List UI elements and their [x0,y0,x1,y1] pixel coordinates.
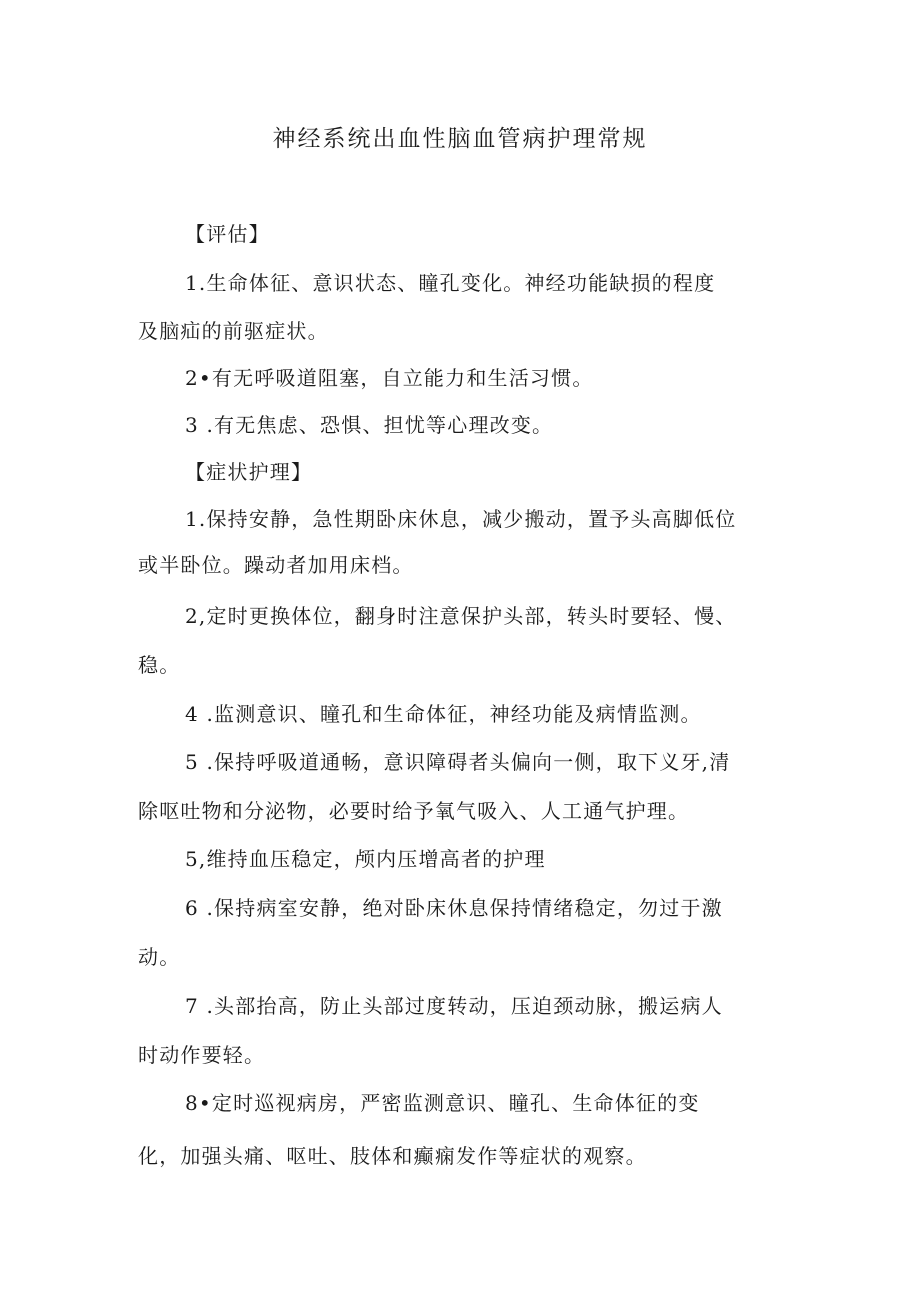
document-title: 神经系统出血性脑血管病护理常规 [272,126,648,152]
care-item-5-line-1: 5 .保持呼吸道通畅，意识障碍者头偏向一侧，取下义牙,清 [185,750,731,774]
care-item-7-line-2: 时动作要轻。 [138,1043,266,1067]
assessment-item-1-line-2: 及脑疝的前驱症状。 [138,319,329,343]
care-item-1-line-2: 或半卧位。躁动者加用床档。 [138,553,414,577]
care-item-1-line-1: 1.保持安静，急性期卧床休息，减少搬动，置予头高脚低位 [185,507,737,531]
assessment-item-2: 2•有无呼吸道阻塞，自立能力和生活习惯。 [185,366,594,390]
care-item-2-line-2: 稳。 [138,653,181,677]
care-item-2-line-1: 2,定时更换体位，翻身时注意保护头部，转头时要轻、慢、 [185,604,737,628]
assessment-item-3: 3 .有无焦虑、恐惧、担忧等心理改变。 [185,413,554,437]
assessment-item-1-line-1: 1.生命体征、意识状态、瞳孔变化。神经功能缺损的程度 [185,271,716,295]
care-item-6-line-1: 6 .保持病室安静，绝对卧床休息保持情绪稳定，勿过于激 [185,896,723,920]
care-item-8-line-2: 化，加强头痛、呕吐、肢体和癫痫发作等症状的观察。 [138,1144,647,1168]
care-item-8-line-1: 8•定时巡视病房，严密监测意识、瞳孔、生命体征的变 [185,1091,700,1115]
care-item-6-line-2: 动。 [138,945,181,969]
care-item-5-line-2: 除呕吐物和分泌物，必要时给予氧气吸入、人工通气护理。 [138,799,690,823]
care-item-4: 4 .监测意识、瞳孔和生命体征，神经功能及病情监测。 [185,702,702,726]
section-heading-symptom-care: 【症状护理】 [185,460,313,484]
care-item-5b: 5,维持血压稳定，颅内压增高者的护理 [185,847,546,871]
section-heading-assessment: 【评估】 [185,222,270,246]
care-item-7-line-1: 7 .头部抬高，防止头部过度转动，压迫颈动脉，搬运病人 [185,994,723,1018]
